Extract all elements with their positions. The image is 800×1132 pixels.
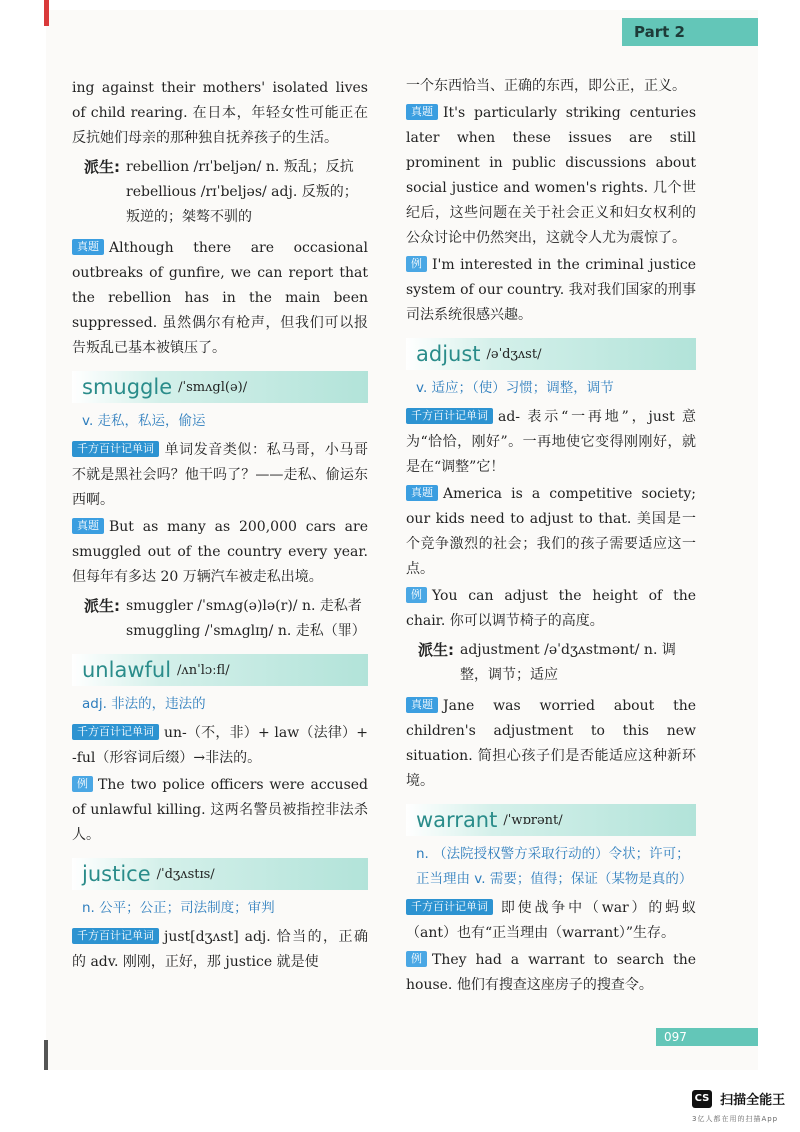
justice-continuation: 一个东西恰当、正确的东西，即公正，正义。 <box>406 78 686 94</box>
exam-en: It's particularly striking centuries later when these issues are still prominent in public discussions about social justice and women's rights. <box>406 105 696 196</box>
scanner-logo-icon: CS <box>692 1090 712 1108</box>
part-of-speech: v. 适应；（使）习惯；调整，调节 <box>416 380 614 396</box>
left-column <box>72 76 368 977</box>
rebellion-derive <box>84 155 368 230</box>
derive-line: smuggling /ˈsmʌglɪŋ/ n. 走私（罪） <box>126 623 366 639</box>
phonetic: /əˈdʒʌst/ <box>486 346 542 362</box>
phonetic: /ˈwɒrənt/ <box>503 812 563 828</box>
exam-zh: 几个世纪后，这些问题在关于社会正义和妇女权利的公众讨论中仍然突出，这就令人尤为震惊了。 <box>406 180 697 246</box>
intro-en: ing against their mothers' isolated lives of child rearing. <box>72 80 368 121</box>
smuggle-exam <box>72 515 368 590</box>
page-edge-shadow <box>44 1040 48 1070</box>
headword: adjust <box>416 341 481 366</box>
unlawful-example <box>72 773 368 848</box>
entry-head-warrant <box>406 804 696 836</box>
example-tag: 例 <box>406 256 427 272</box>
example-zh: 我对我们国家的刑事司法系统很感兴趣。 <box>406 282 697 323</box>
memo-text: 单词发音类似：私马哥，小马哥不就是黑社会吗？他干吗了？——走私、偷运东西啊。 <box>72 442 368 508</box>
exam-tag: 真题 <box>72 239 104 255</box>
derive-line: adjustment /əˈdʒʌstmənt/ n. 调整，调节；适应 <box>460 642 676 683</box>
justice-exam <box>406 101 696 251</box>
exam-tag: 真题 <box>406 485 438 501</box>
exam-en: Jane was worried about the children's adjustment to this new situation. <box>406 698 696 764</box>
smuggle-derive <box>84 594 368 644</box>
example-tag: 例 <box>406 587 427 603</box>
entry-head-smuggle <box>72 371 368 403</box>
memo-text: just[dʒʌst] adj. 恰当的，正确的 adv. 刚刚，正好，那 justice 就是使 <box>72 929 368 970</box>
warrant-memo <box>406 896 696 946</box>
exam-en: America is a competitive society; our kids need to adjust to that. <box>406 486 696 527</box>
part-tab: Part 2 <box>622 18 758 46</box>
headword: unlawful <box>82 657 172 682</box>
intro-zh: 在日本，年轻女性可能正在反抗她们母亲的那种独自抚养孩子的生活。 <box>72 105 369 146</box>
right-column <box>406 74 696 1000</box>
memo-tag: 千方百计记单词 <box>406 899 493 915</box>
entry-head-unlawful <box>72 654 368 686</box>
derive-label: 派生: <box>84 158 120 176</box>
example-en: You can adjust the height of the chair. <box>406 588 696 629</box>
scanner-tagline: 3亿人都在用的扫描App <box>692 1115 779 1123</box>
exam-zh: 美国是一个竞争激烈的社会；我们的孩子需要适应这一点。 <box>406 511 697 577</box>
adjust-exam <box>406 482 696 582</box>
example-zh: 这两名警员被指控非法杀人。 <box>72 802 368 843</box>
memo-tag: 千方百计记单词 <box>72 441 159 457</box>
warrant-example <box>406 948 696 998</box>
part-of-speech: v. 走私，私运，偷运 <box>82 413 206 429</box>
derive-line: rebellious /rɪˈbeljəs/ adj. 反叛的；叛逆的；桀骜不驯的 <box>126 184 358 225</box>
example-en: The two police officers were accused of unlawful killing. <box>72 777 368 818</box>
phonetic: /ˈdʒʌstɪs/ <box>156 866 215 882</box>
rebellion-exam <box>72 236 368 361</box>
red-page-marker <box>44 0 49 26</box>
exam-en: But as many as 200,000 cars are smuggled out of the country every year. <box>72 519 368 560</box>
headword: warrant <box>416 807 498 832</box>
example-en: They had a warrant to search the house. <box>406 952 696 993</box>
adjust-exam-2 <box>406 694 696 794</box>
derive-label: 派生: <box>84 597 120 615</box>
scanner-watermark <box>692 1088 785 1124</box>
exam-zh: 但每年有多达 20 万辆汽车被走私出境。 <box>72 569 323 585</box>
headword: justice <box>82 861 151 886</box>
phonetic: /ʌnˈlɔːfl/ <box>177 662 230 678</box>
exam-tag: 真题 <box>406 697 438 713</box>
example-en: I'm interested in the criminal justice system of our country. <box>406 257 696 298</box>
exam-zh: 虽然偶尔有枪声，但我们可以报告叛乱已基本被镇压了。 <box>72 315 369 356</box>
headword: smuggle <box>82 374 173 399</box>
memo-text: ad- 表示“一再地”，just 意为“恰恰，刚好”。一再地使它变得刚刚好，就是在“调整”它！ <box>406 409 696 475</box>
unlawful-memo <box>72 721 368 771</box>
intro-paragraph <box>72 76 368 151</box>
exam-en: Although there are occasional outbreaks of gunfire, we can report that the rebellion has in the main been suppressed. <box>72 240 368 331</box>
example-zh: 你可以调节椅子的高度。 <box>449 613 604 629</box>
adjust-derive <box>418 638 696 688</box>
smuggle-memo <box>72 438 368 513</box>
entry-head-justice <box>72 858 368 890</box>
memo-text: 即使战争中（war）的蚂蚁（ant）也有“正当理由（warrant）”生存。 <box>406 900 696 941</box>
adjust-memo <box>406 405 696 480</box>
memo-tag: 千方百计记单词 <box>406 408 493 424</box>
part-of-speech: n. （法院授权警方采取行动的）令状；许可；正当理由 v. 需要；值得；保证（某物是真的） <box>416 846 693 887</box>
derive-line: rebellion /rɪˈbeljən/ n. 叛乱；反抗 <box>126 159 354 175</box>
example-tag: 例 <box>406 951 427 967</box>
scanner-name: 扫描全能王 <box>720 1093 786 1108</box>
part-of-speech: n. 公平；公正；司法制度；审判 <box>82 900 275 916</box>
page-number: 097 <box>656 1028 758 1046</box>
justice-example <box>406 253 696 328</box>
entry-head-adjust <box>406 338 696 370</box>
memo-text: un-（不，非）+ law（法律）+ -ful（形容词后缀）→非法的。 <box>72 725 368 766</box>
derive-label: 派生: <box>418 641 454 659</box>
example-tag: 例 <box>72 776 93 792</box>
justice-memo <box>72 925 368 975</box>
part-of-speech: adj. 非法的，违法的 <box>82 696 206 712</box>
phonetic: /ˈsmʌgl(ə)/ <box>178 379 248 395</box>
exam-zh: 简担心孩子们是否能适应这种新环境。 <box>406 748 697 789</box>
exam-tag: 真题 <box>406 104 438 120</box>
adjust-example <box>406 584 696 634</box>
memo-tag: 千方百计记单词 <box>72 928 159 944</box>
derive-line: smuggler /ˈsmʌg(ə)lə(r)/ n. 走私者 <box>126 598 362 614</box>
memo-tag: 千方百计记单词 <box>72 724 159 740</box>
example-zh: 他们有搜查这座房子的搜查令。 <box>456 977 653 993</box>
exam-tag: 真题 <box>72 518 104 534</box>
